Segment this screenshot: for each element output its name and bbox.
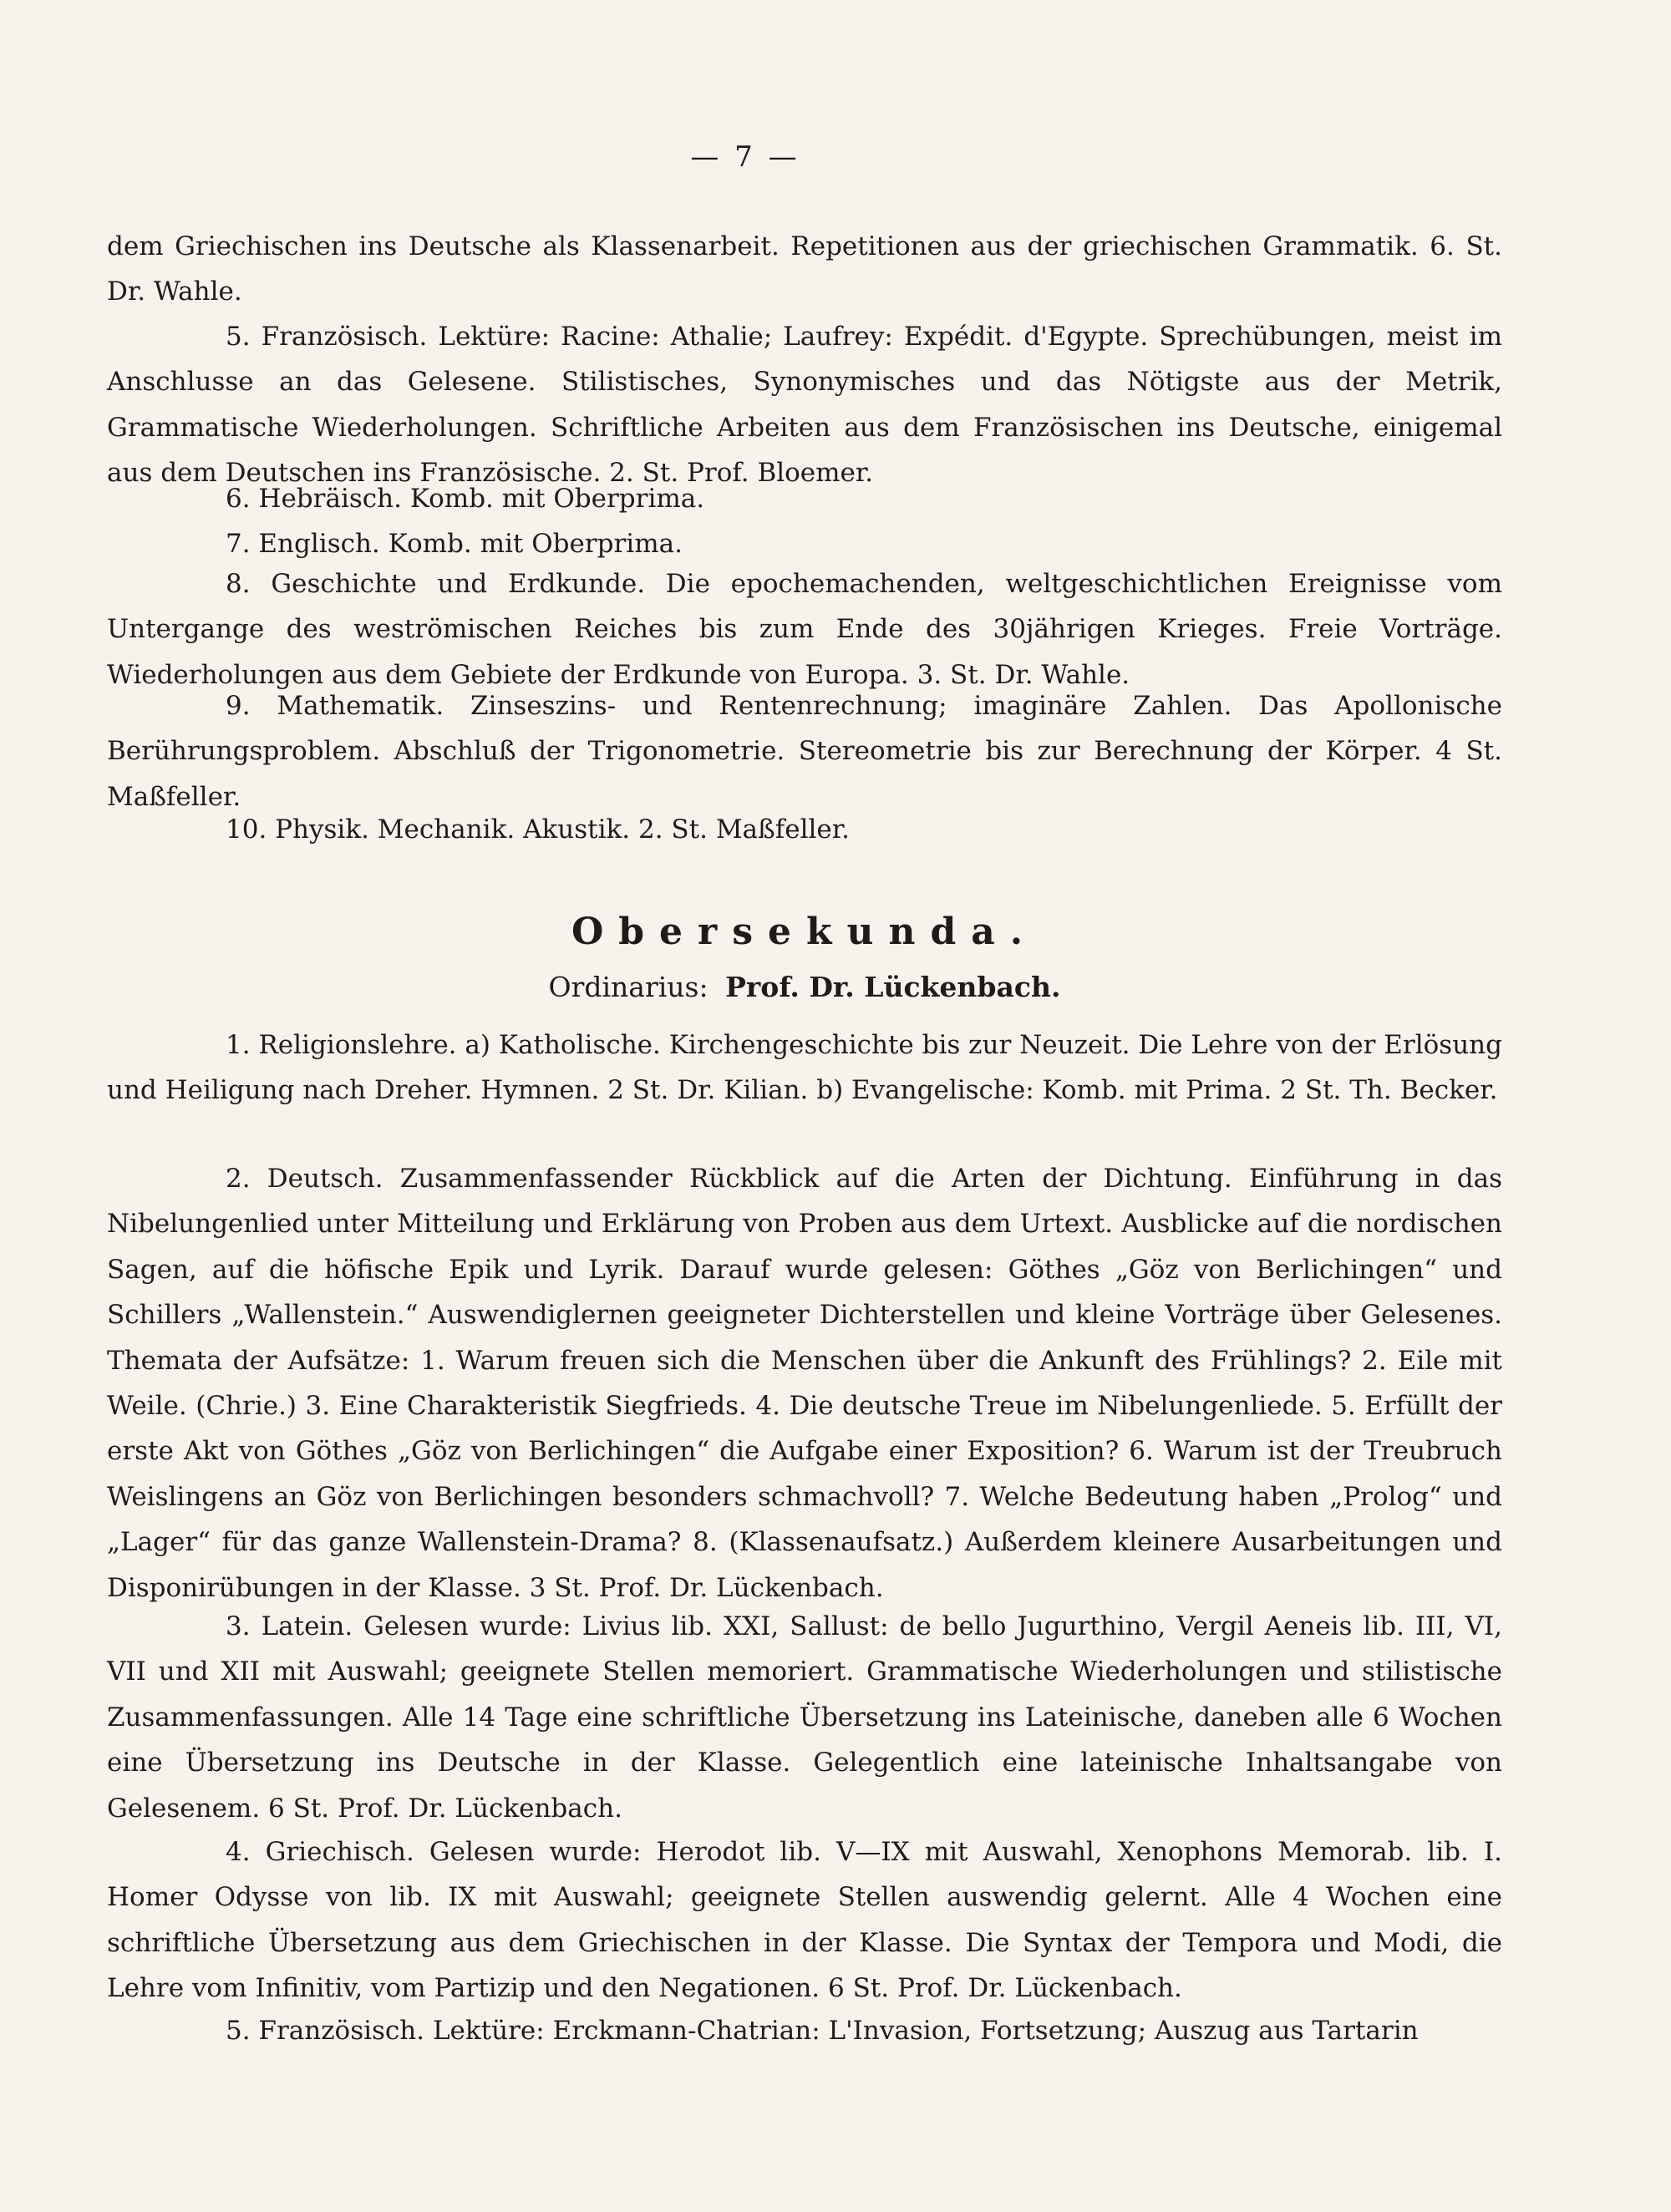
paragraph-physik: 10. Physik. Mechanik. Akustik. 2. St. Maßfeller. (226, 814, 851, 845)
paragraph-mathematik: 9. Mathematik. Zinseszins- und Rentenrechnung; imaginäre Zahlen. Das Apollonische Berührungsproblem. Abschluß der Trigonometrie. Stereometrie bis zur Berechnung der Körper. 4 St. Maßfeller. (107, 691, 1502, 812)
section-heading: Obersekunda. (571, 911, 1039, 953)
ordinarius-label: Ordinarius: (548, 971, 709, 1003)
paragraph-hebraeisch: 6. Hebräisch. Komb. mit Oberprima. (226, 484, 705, 514)
paragraph-geschichte: 8. Geschichte und Erdkunde. Die epochemachenden, weltgeschichtlichen Ereignisse vom Untergange des weströmischen Reiches bis zum Ende des 30jährigen Krieges. Freie Vorträge. Wiederholungen aus dem Gebiete der Erdkunde von Europa. 3. St. Dr. Wahle. (107, 569, 1502, 690)
paragraph-griechisch: 4. Griechisch. Gelesen wurde: Herodot lib. V—IX mit Auswahl, Xenophons Memorab. lib. I. Homer Odysse von lib. IX mit Auswahl; geeignete Stellen auswendig gelernt. Alle 4 Wochen eine schriftliche Übersetzung aus dem Griechischen in der Klasse. Die Syntax der Tempora und Modi, die Lehre vom Infinitiv, vom Partizip und den Negationen. 6 St. Prof. Dr. Lückenbach. (107, 1837, 1502, 2004)
paragraph-franzoesisch-obersekunda: 5. Französisch. Lektüre: Erckmann-Chatrian: L'Invasion, Fortsetzung; Auszug aus Tartarin (226, 2016, 1419, 2046)
paragraph-greek-continuation: dem Griechischen ins Deutsche als Klassenarbeit. Repetitionen aus der griechischen Grammatik. 6. St. Dr. Wahle. (107, 231, 1502, 307)
page-number: — 7 — (690, 140, 800, 174)
paragraph-religionslehre: 1. Religionslehre. a) Katholische. Kirchengeschichte bis zur Neuzeit. Die Lehre von der Erlösung und Heiligung nach Dreher. Hymnen. 2 St. Dr. Kilian. b) Evangelische: Komb. mit Prima. 2 St. Th. Becker. (107, 1030, 1502, 1106)
paragraph-latein: 3. Latein. Gelesen wurde: Livius lib. XXI, Sallust: de bello Jugurthino, Vergil Aeneis lib. III, VI, VII und XII mit Auswahl; geeignete Stellen memoriert. Grammatische Wiederholungen und stilistische Zusammenfassungen. Alle 14 Tage eine schriftliche Übersetzung ins Lateinische, daneben alle 6 Wochen eine Übersetzung ins Deutsche in der Klasse. Gelegentlich eine lateinische Inhaltsangabe von Gelesenem. 6 St. Prof. Dr. Lückenbach. (107, 1611, 1502, 1824)
ordinarius-name: Prof. Dr. Lückenbach. (725, 971, 1061, 1003)
paragraph-deutsch: 2. Deutsch. Zusammenfassender Rückblick auf die Arten der Dichtung. Einführung in das Nibelungenlied unter Mitteilung und Erklärung von Proben aus dem Urtext. Ausblicke auf die nordischen Sagen, auf die höfische Epik und Lyrik. Darauf wurde gelesen: Göthes „Göz von Berlichingen“ und Schillers „Wallenstein.“ Auswendiglernen geeigneter Dichterstellen und kleine Vorträge über Gelesenes. Themata der Aufsätze: 1. Warum freuen sich die Menschen über die Ankunft des Frühlings? 2. Eile mit Weile. (Chrie.) 3. Eine Charakteristik Siegfrieds. 4. Die deutsche Treue im Nibelungenliede. 5. Erfüllt der erste Akt von Göthes „Göz von Berlichingen“ die Aufgabe einer Exposition? 6. Warum ist der Treubruch Weislingens an Göz von Berlichingen besonders schmachvoll? 7. Welche Bedeutung haben „Prolog“ und „Lager“ für das ganze Wallenstein-Drama? 8. (Klassenaufsatz.) Außerdem kleinere Ausarbeitungen und Disponirübungen in der Klasse. 3 St. Prof. Dr. Lückenbach. (107, 1164, 1502, 1603)
paragraph-franzoesisch-prima: 5. Französisch. Lektüre: Racine: Athalie; Laufrey: Expédit. d'Egypte. Sprechübungen, meist im Anschlusse an das Gelesene. Stilistisches, Synonymisches und das Nötigste aus der Metrik, Grammatische Wiederholungen. Schriftliche Arbeiten aus dem Französischen ins Deutsche, einigemal aus dem Deutschen ins Französische. 2. St. Prof. Bloemer. (107, 322, 1502, 489)
ordinarius-line (107, 971, 1502, 1003)
paragraph-englisch: 7. Englisch. Komb. mit Oberprima. (226, 529, 683, 559)
